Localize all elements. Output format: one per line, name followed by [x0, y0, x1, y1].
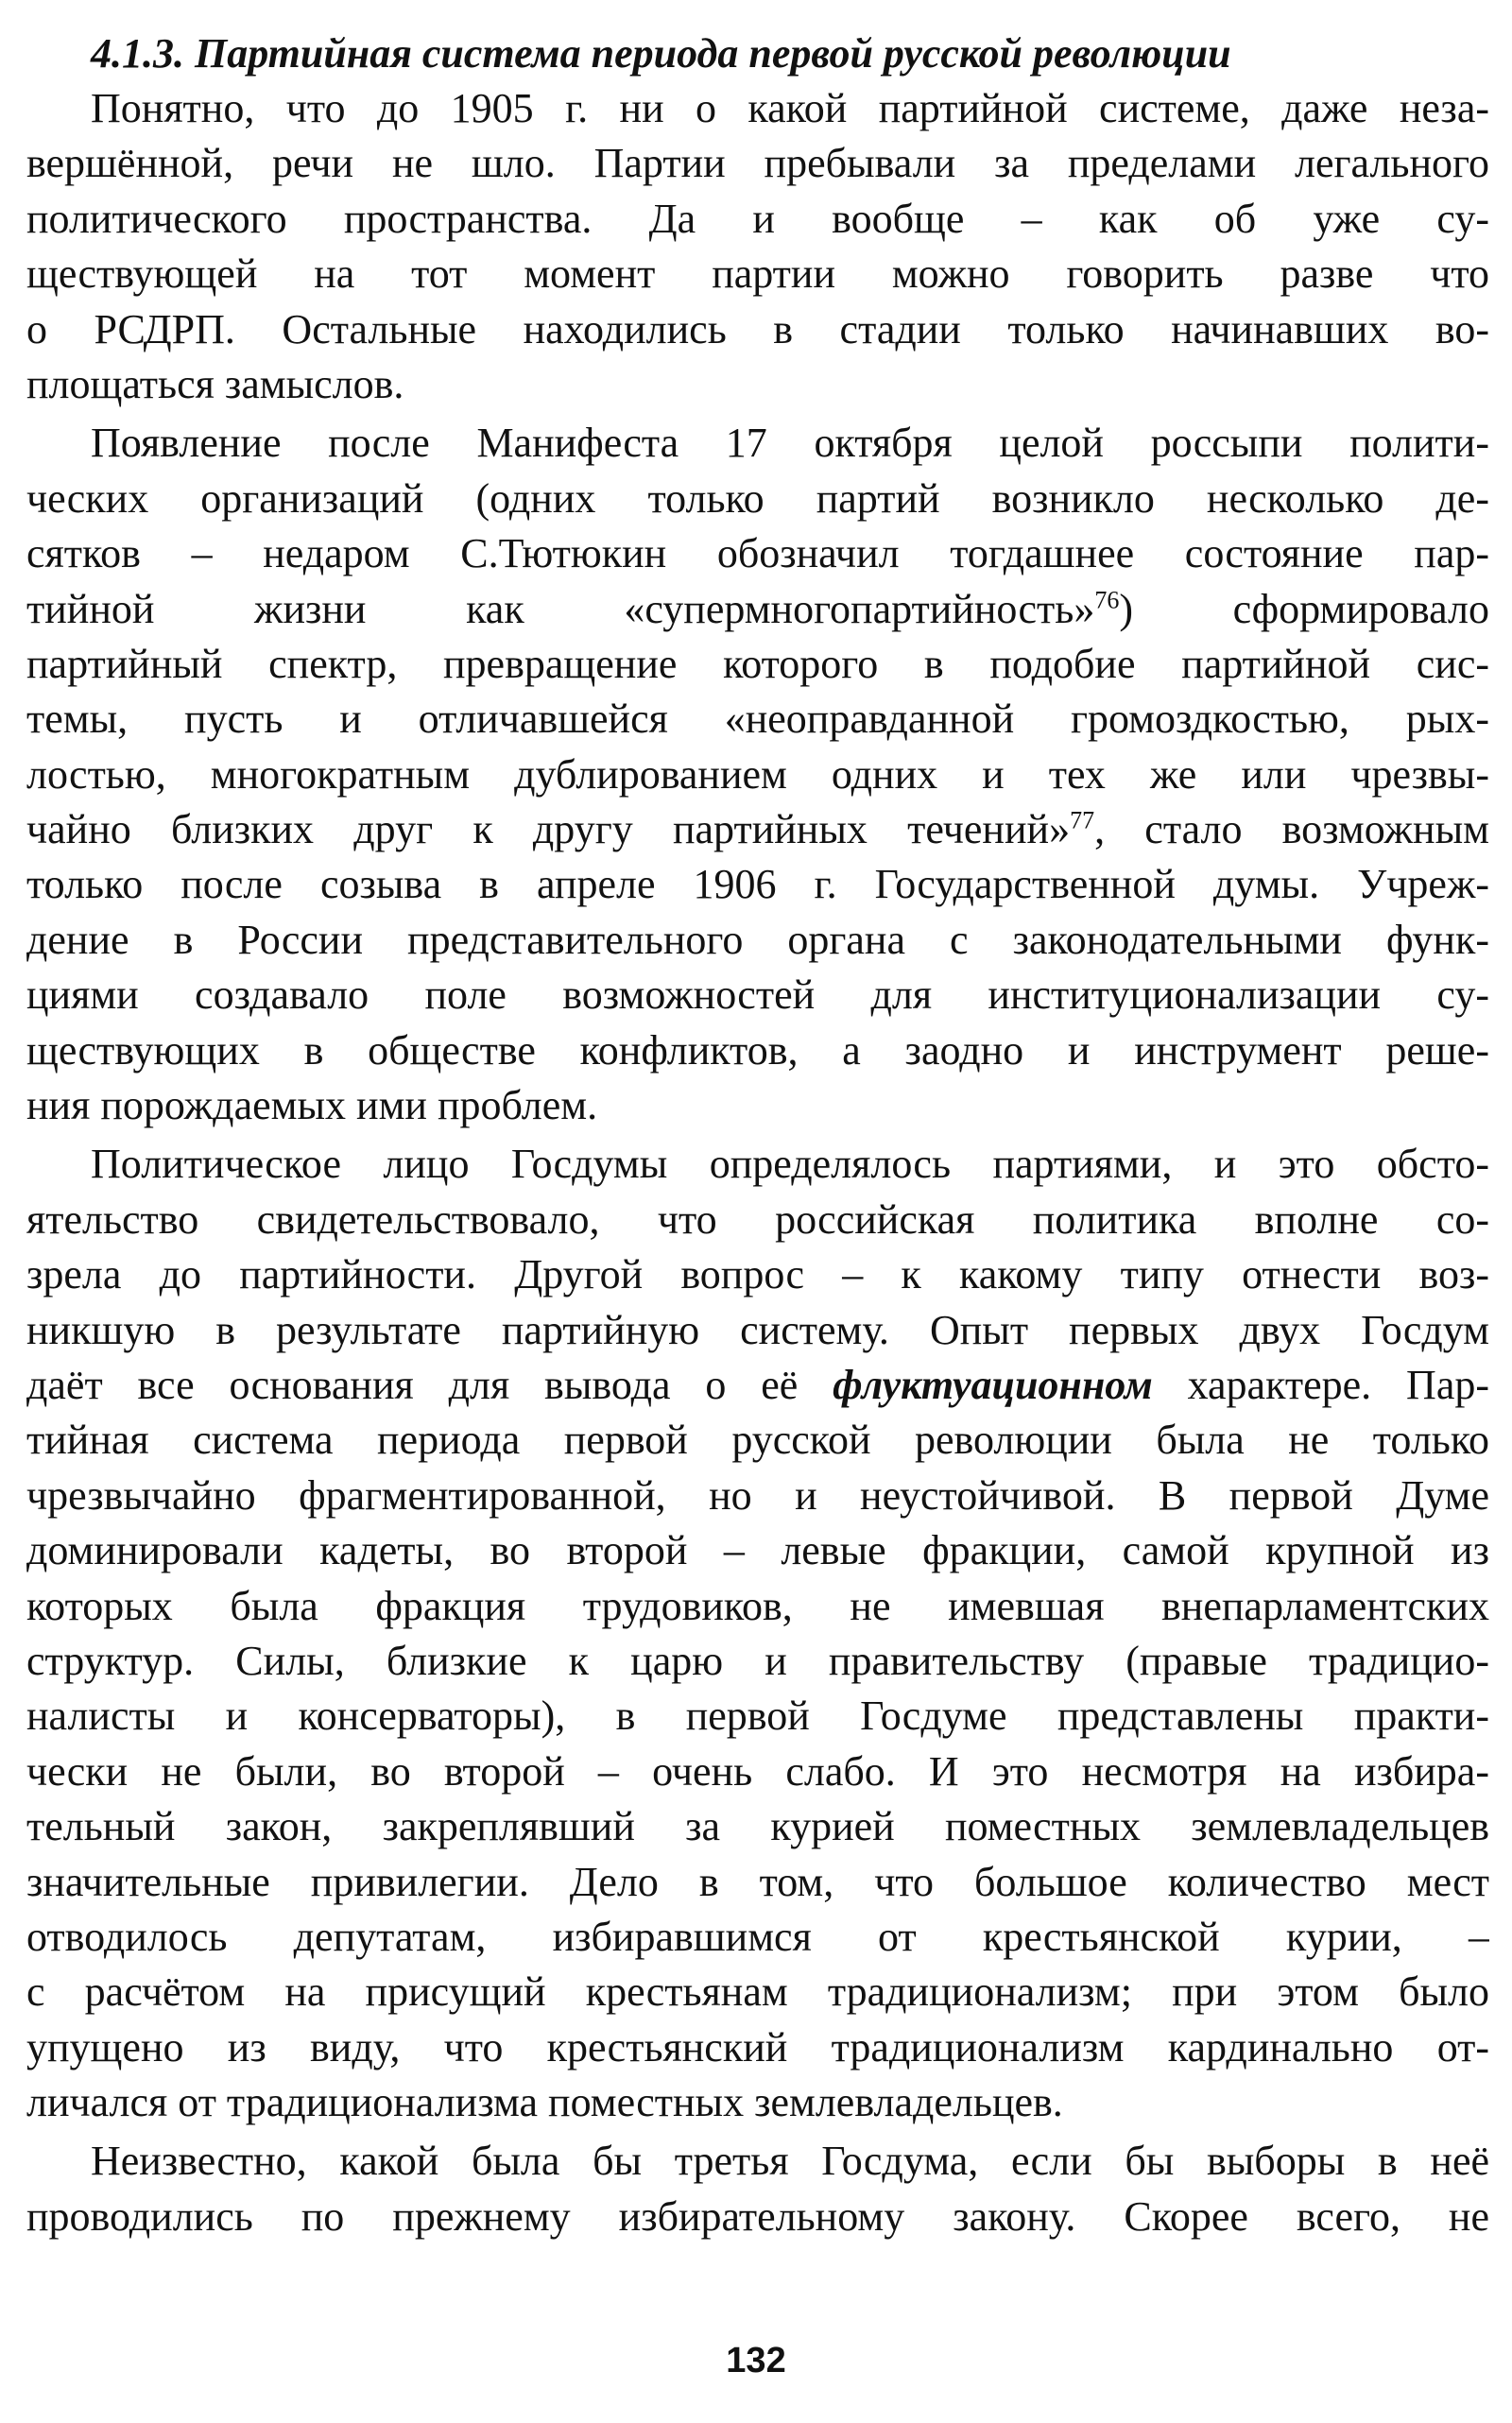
text-line: [26, 1523, 1489, 1578]
text-run: , стало возможным: [1094, 806, 1489, 853]
text-line: [26, 192, 1489, 247]
text-line: [26, 802, 1489, 857]
text-line: [26, 1744, 1489, 1799]
text-line: [26, 582, 1489, 637]
text-line: [26, 1137, 1489, 1192]
footnote-marker[interactable]: 77: [1070, 806, 1095, 834]
text-run: проводились по прежнему избирательному закону. Скорее всего, не: [26, 2192, 1489, 2240]
text-line: [26, 1358, 1489, 1413]
text-run: доминировали кадеты, во второй – левые фракции, самой крупной из: [26, 1527, 1489, 1574]
text-run: структур. Силы, близкие к царю и правительству (правые традицио-: [26, 1637, 1489, 1684]
text-run: ния порождаемых ими проблем.: [26, 1082, 598, 1129]
text-line: [26, 857, 1489, 912]
text-line: [26, 1634, 1489, 1689]
paragraph: [26, 81, 1489, 412]
body-text: [26, 81, 1489, 2244]
text-run: чески не были, во второй – очень слабо. И это несмотря на избира-: [26, 1747, 1489, 1795]
text-run: ) сформировало: [1119, 585, 1489, 632]
text-line: [26, 748, 1489, 802]
text-line: [26, 136, 1489, 191]
text-run: Понятно, что до 1905 г. ни о какой партийной системе, даже неза-: [91, 85, 1489, 131]
text-line: [26, 1689, 1489, 1744]
text-line: [26, 2075, 1489, 2130]
text-line: [26, 2020, 1489, 2075]
text-run: ятельство свидетельствовало, что российская политика вполне со-: [26, 1195, 1489, 1243]
text-line: [26, 357, 1489, 412]
text-run: которых была фракция трудовиков, не имевшая внепарламентских: [26, 1582, 1489, 1629]
page-number: 132: [726, 2341, 786, 2380]
text-line: [26, 1469, 1489, 1523]
text-run: упущено из виду, что крестьянский традиционализм кардинально от-: [26, 2023, 1489, 2071]
text-run: ществующей на тот момент партии можно говорить разве что: [26, 250, 1489, 298]
text-line: [26, 637, 1489, 692]
text-run: вершённой, речи не шло. Партии пребывали за пределами легального: [26, 140, 1489, 187]
text-line: [26, 1799, 1489, 1854]
text-line: [26, 968, 1489, 1022]
text-line: [26, 692, 1489, 747]
paragraph: [26, 2134, 1489, 2244]
text-run: чрезвычайно фрагментированной, но и неустойчивой. В первой Думе: [26, 1471, 1489, 1519]
footnote-marker[interactable]: 76: [1094, 585, 1120, 613]
text-run: с расчётом на присущий крестьянам традиционализм; при этом было: [26, 1968, 1489, 2016]
text-run: лостью, многократным дублированием одних и тех же или чрезвы-: [26, 750, 1489, 798]
text-run: темы, пусть и отличавшейся «неоправданной громоздкостью, рых-: [26, 696, 1489, 743]
text-run: даёт все основания для вывода о её: [26, 1361, 833, 1408]
document-page: [26, 26, 1489, 2370]
text-run: характере. Пар-: [1152, 1361, 1489, 1408]
text-line: [26, 1193, 1489, 1247]
text-run: налисты и консерваторы), в первой Госдуме представлены практи-: [26, 1693, 1489, 1740]
text-line: [26, 913, 1489, 968]
text-run: никшую в результате партийную систему. Опыт первых двух Госдум: [26, 1306, 1489, 1353]
text-run: сятков – недаром С.Тютюкин обозначил тогдашнее состояние пар-: [26, 530, 1489, 577]
text-line: [26, 1078, 1489, 1133]
text-run: о РСДРП. Остальные находились в стадии только начинавших во-: [26, 305, 1489, 352]
text-line: [26, 1910, 1489, 1965]
text-run: ществующих в обществе конфликтов, а заодно и инструмент реше-: [26, 1026, 1489, 1074]
text-run: партийный спектр, превращение которого в подобие партийной сис-: [26, 640, 1489, 687]
text-run: зрела до партийности. Другой вопрос – к какому типу отнести воз-: [26, 1251, 1489, 1298]
text-line: [26, 1579, 1489, 1634]
text-line: [26, 1965, 1489, 2019]
text-line: [26, 247, 1489, 301]
text-run: Неизвестно, какой была бы третья Госдума, если бы выборы в неё: [91, 2138, 1489, 2185]
emphasized-term: флуктуационном: [833, 1361, 1153, 1408]
text-line: [26, 1023, 1489, 1078]
text-run: циями создавало поле возможностей для институционализации су-: [26, 971, 1489, 1019]
text-run: тельный закон, закреплявший за курией поместных землевладельцев: [26, 1803, 1489, 1850]
text-run: ческих организаций (одних только партий возникло несколько де-: [26, 474, 1489, 522]
text-run: площаться замыслов.: [26, 360, 404, 407]
text-line: [26, 1413, 1489, 1468]
text-line: [26, 1247, 1489, 1302]
text-run: чайно близких друг к другу партийных течений»: [26, 806, 1071, 853]
text-run: Появление после Манифеста 17 октября целой россыпи полити-: [91, 420, 1489, 467]
text-line: [26, 416, 1489, 471]
text-line: [26, 1855, 1489, 1910]
text-run: дение в России представительного органа с законодательными функ-: [26, 916, 1489, 963]
text-run: политического пространства. Да и вообще – как об уже су-: [26, 195, 1489, 242]
text-run: отводилось депутатам, избиравшимся от крестьянской курии, –: [26, 1913, 1489, 1960]
text-line: [26, 1303, 1489, 1358]
text-line: [26, 2134, 1489, 2189]
paragraph: [26, 416, 1489, 1133]
section-heading: 4.1.3. Партийная система периода первой русской революции: [91, 30, 1231, 77]
text-run: значительные привилегии. Дело в том, что большое количество мест: [26, 1858, 1489, 1905]
text-line: [26, 81, 1489, 136]
text-line: [26, 2190, 1489, 2244]
text-run: тийная система периода первой русской революции была не только: [26, 1417, 1489, 1464]
text-line: [26, 472, 1489, 526]
text-run: только после созыва в апреле 1906 г. Государственной думы. Учреж-: [26, 861, 1489, 908]
text-run: тийной жизни как «супермногопартийность»: [26, 585, 1095, 632]
text-run: Политическое лицо Госдумы определялось партиями, и это обсто-: [91, 1141, 1489, 1188]
paragraph: [26, 1137, 1489, 2130]
text-run: личался от традиционализма поместных землевладельцев.: [26, 2079, 1063, 2126]
text-line: [26, 526, 1489, 581]
text-line: [26, 302, 1489, 357]
